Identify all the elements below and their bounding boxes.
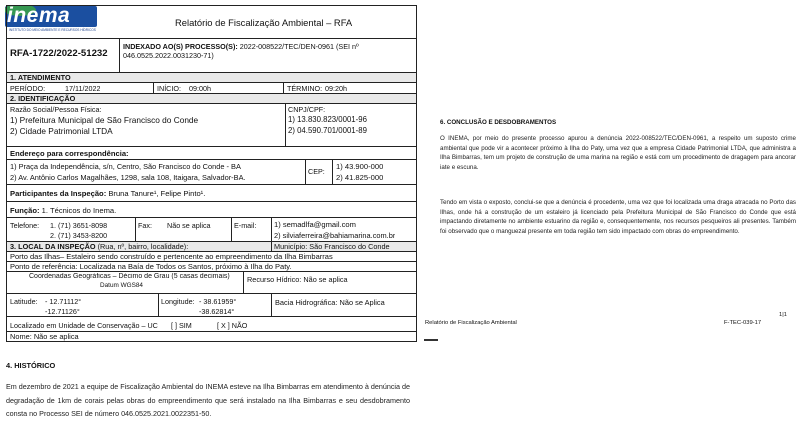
atendimento-row [7,83,416,94]
razao-1: 1) Prefeitura Municipal de São Francisco do Conde [10,115,199,125]
uc-text: Localizado em Unidade de Conservação – UC [10,321,158,330]
footer-left: Relatório de Fiscalização Ambiental [425,320,517,326]
funcao-value: 1. Técnicos do Inema. [41,206,117,215]
logo-subtitle: INSTITUTO DO MEIO AMBIENTE E RECURSOS HÍDRICOS [9,28,96,32]
section-conclusao: 6. CONCLUSÃO E DESDOBRAMENTOS [440,119,557,126]
participantes-row [7,185,416,202]
bacia-label: Bacia Hidrográfica: [275,298,338,307]
endereco-label: Endereço para correspondência: [10,149,129,158]
latitude-label: Latitude: [10,297,38,306]
section-historico: 4. HISTÓRICO [6,361,56,370]
periodo-label: PERÍODO: [10,84,46,93]
referencia-label: Ponto de referência: [10,262,78,271]
cep-1: 1) 43.900-000 [336,162,384,171]
local-value: Porto das Ilhas– Estaleiro sendo construído e pertencente ao empreendimento da Ilha Bimbarras [10,252,333,261]
nome-row [7,332,416,342]
uc-row [7,317,416,332]
section-local: 3. LOCAL DA INSPEÇÃO [10,242,96,251]
coordenadas-row [7,272,416,294]
razao-row [7,104,416,147]
referencia-row [7,262,416,272]
participantes-label: Participantes da Inspeção: [10,189,107,198]
funcao-row [7,202,416,218]
longitude-label: Longitude: [161,297,195,306]
logo-text: inema [7,4,71,27]
conclusao-paragraph-1: O INEMA, por meio do presente processo apurou a denúncia 2022-008522/TEC/DEN-0961, a respeito um suposto crime ambiental que pode vir a acontecer próximo à Ilha do Paty, uma vez que a empresa Cidade Patrimonial LTDA, que administra a Ilha Bimbarras, tem um projeto de construção de uma marina na região e está com um procedimento de dragagem para ancorar iate e escuna. [440,135,796,171]
participantes-value: Bruna Tanure¹, Felipe Pinto¹. [108,189,206,198]
conclusao-paragraph-2: Tendo em vista o exposto, conclui-se que a denúncia é procedente, uma vez que foi localizada uma draga atracada no Porto das Ilhas, onde há a construção de um estaleiro já licenciado pela Prefeitura Municipal de São Francisco do Conde que está impactando diretamente no ambiente estuarino da região e, consequentemente, nos recursos pesqueiros ali presentes. Também foi observado que o manguezal presente em toda região tem sido impactado com obras do empreendimento. [440,199,796,235]
fax-label: Fax: [138,221,152,230]
cep-2: 2) 41.825-000 [336,173,384,182]
section-identificacao: 2. IDENTIFICAÇÃO [7,94,416,104]
email-1: 1) semadlfa@gmail.com [274,220,356,229]
datum-label: Datum WGS84 [100,282,143,289]
footer-right: F-TEC-039-17 [724,320,762,326]
page-number: 1|1 [779,312,787,318]
email-2: 2) silviaferreira@bahiamarina.com.br [274,231,396,240]
rfa-row [7,39,416,73]
funcao-label: Função: [10,206,40,215]
cnpj-1: 1) 13.830.823/0001-96 [288,115,367,124]
rfa-form [6,5,417,342]
rfa-number: RFA-1722/2022-51232 [10,48,108,59]
historico-text: Em dezembro de 2021 a equipe de Fiscalização Ambiental do INEMA esteve na Ilha Bimbarras em atendimento à denúncia de degradação de 1km de corais pelas obras do empreendimento que será instalado na Ilha Bimbarras e seu desdobramento consta no Processo SEI de número 046.0525.2021.0022351-50. [6,382,410,419]
latlong-row [7,294,416,317]
local-header-row [7,242,416,252]
telefone-1: 1. (71) 3651-8098 [50,221,108,230]
nome-label: Nome: [10,332,32,341]
endereco-1: 1) Praça da Independência, s/n, Centro, São Francisco do Conde - BA [10,162,241,171]
footer-mark [424,339,438,341]
telefone-label: Telefone: [10,221,40,230]
process-label: INDEXADO AO(S) PROCESSO(S): [123,42,238,51]
recurso-label: Recurso Hídrico: [247,275,302,284]
latitude-2: -12.71126° [45,307,80,316]
bacia-value: Não se Aplica [339,298,385,307]
longitude-1: - 38.61959° [199,297,237,306]
termino-value: 09:20h [325,84,347,93]
razao-label: Razão Social/Pessoa Física: [10,105,102,114]
cnpj-label: CNPJ/CPF: [288,105,326,114]
nome-value: Não se aplica [33,332,79,341]
referencia-value: Localizada na Baía de Todos os Santos, próximo à Ilha do Paty. [79,262,292,271]
process-value: 2022-008522/TEC/DEN-0961 (SEI nº 046.0525.2022.0031230-71) [123,42,359,60]
section-atendimento: 1. ATENDIMENTO [7,73,416,83]
endereco-2: 2) Av. Antônio Carlos Magalhães, 1298, sala 108, Itaigara, Salvador-BA. [10,173,246,182]
local-row [7,252,416,262]
municipio-label: Município: [274,242,308,251]
periodo-value: 17/11/2022 [65,84,101,93]
inicio-value: 09:00h [189,84,211,93]
fax-value: Não se aplica [167,221,211,230]
report-title: Relatório de Fiscalização Ambiental – RFA [175,17,353,28]
contato-row [7,218,416,242]
telefone-2: 2. (71) 3453-8200 [50,231,108,240]
endereco-row [7,147,416,185]
local-hint: (Rua, nº, bairro, localidade): [97,242,189,251]
recurso-value: Não se aplica [303,275,348,284]
email-label: E-mail: [234,221,257,230]
inicio-label: INÍCIO: [157,84,181,93]
uc-nao-checkbox[interactable]: [ X ] NÃO [217,321,248,330]
razao-2: 2) Cidade Patrimonial LTDA [10,126,113,136]
uc-sim-checkbox[interactable]: [ ] SIM [171,321,192,330]
cep-label: CEP: [308,167,325,176]
coordenadas-label: Coordenadas Geográficas – Décimo de Grau (5 casas decimais) [29,273,230,280]
termino-label: TÉRMINO: [287,84,323,93]
municipio-value: São Francisco do Conde [309,242,390,251]
latitude-1: - 12.71112° [45,297,82,306]
cnpj-2: 2) 04.590.701/0001-89 [288,126,367,135]
longitude-2: -38.62814° [199,307,235,316]
